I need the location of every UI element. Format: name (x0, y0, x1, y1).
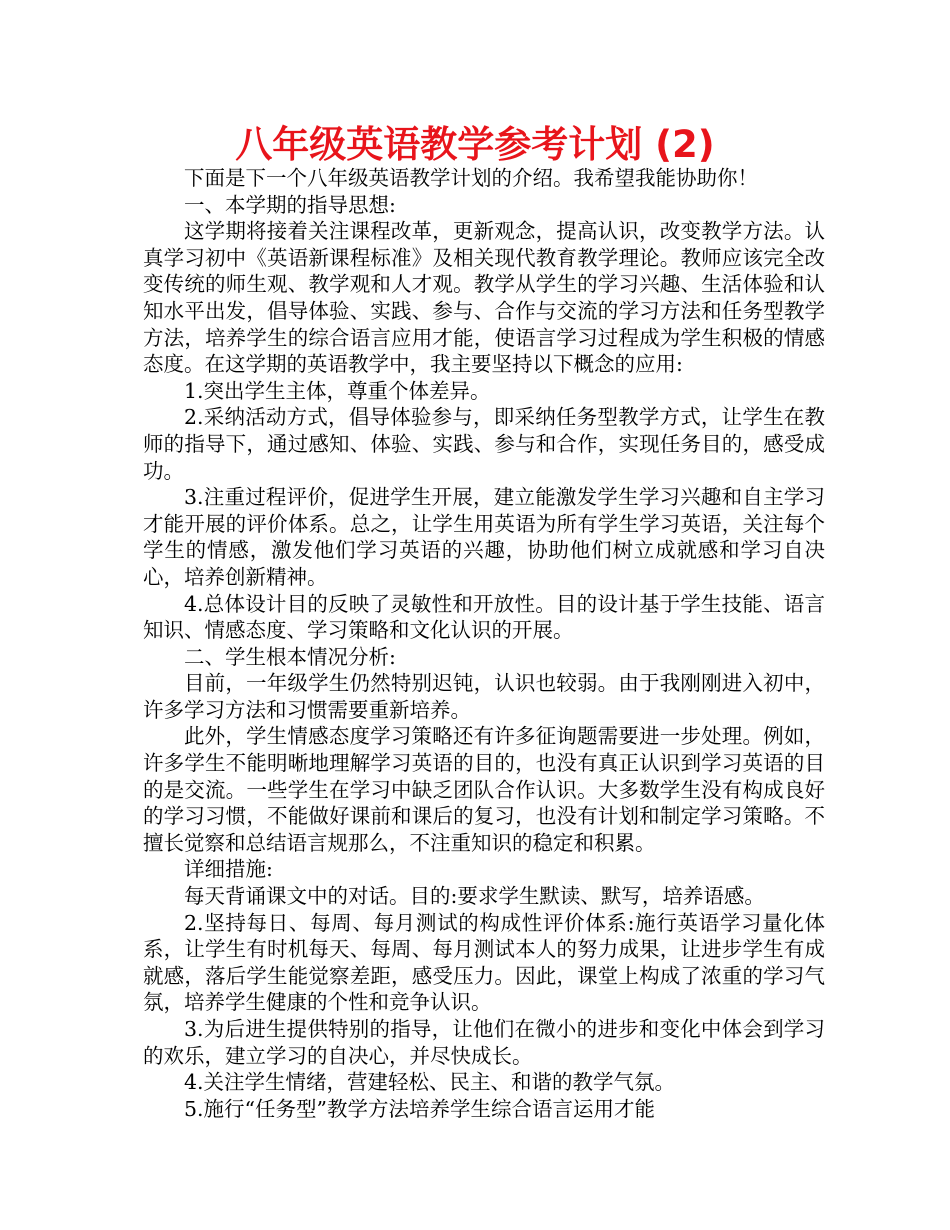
measure-item-5: 5.施行“任务型”教学方法培养学生综合语言运用才能 (184, 1096, 656, 1121)
section-heading-student-analysis: 二、学生根本情况分析: (184, 644, 396, 669)
measure-item-3: 3.为后进生提供特别的指导，让他们在微小的进步和变化中体会到学习的欢乐，建立学习的自决心，并尽快成长。 (143, 1017, 825, 1068)
measure-item-4: 4.关注学生情绪，营建轻松、民主、和谐的教学气氛。 (184, 1070, 676, 1095)
measure-item-1: 每天背诵课文中的对话。目的:要求学生默读、默写，培养语感。 (184, 884, 765, 909)
section-heading-measures: 详细措施: (184, 857, 273, 882)
measure-item-2: 2.坚持每日、每周、每月测试的构成性评价体系:施行英语学习量化体系，让学生有时机每天、每周、每月测试本人的努力成果，让进步学生有成就感，落后学生能觉察差距，感受压力。因此，课堂上构成了浓重的学习气氛，培养学生健康的个性和竞争认识。 (143, 910, 825, 1015)
list-item-3: 3.注重过程评价，促进学生开展，建立能激发学生学习兴趣和自主学习才能开展的评价体系。总之，让学生用英语为所有学生学习英语，关注每个学生的情感，激发他们学习英语的兴趣，协助他们树立成就感和学习自决心，培养创新精神。 (143, 485, 825, 589)
paragraph-guiding-ideas: 这学期将接着关注课程改革，更新观念，提高认识，改变教学方法。认真学习初中《英语新课程标准》及相关现代教育教学理论。教师应该完全改变传统的师生观、教学观和人才观。教学从学生的学习兴趣、生活体验和认知水平出发，倡导体验、实践、参与、合作与交流的学习方法和任务型教学方法，培养学生的综合语言应用才能，使语言学习过程成为学生积极的情感态度。在这学期的英语教学中，我主要坚持以下概念的应用: (143, 219, 825, 377)
section-heading-guiding-ideas: 一、本学期的指导思想: (184, 192, 396, 217)
list-item-2: 2.采纳活动方式，倡导体验参与，即采纳任务型教学方式，让学生在教师的指导下，通过感知、体验、实践、参与和合作，实现任务目的，感受成功。 (143, 405, 825, 483)
document-title: 八年级英语教学参考计划 (2) (235, 123, 715, 166)
document-body (143, 165, 825, 1122)
paragraph-intro: 下面是下一个八年级英语教学计划的介绍。我希望我能协助你！ (184, 166, 758, 190)
paragraph-student-analysis-2: 此外，学生情感态度学习策略还有许多征询题需要进一步处理。例如，许多学生不能明晰地理解学习英语的目的，也没有真正认识到学习英语的目的是交流。一些学生在学习中缺乏团队合作认识。大多数学生没有构成良好的学习习惯，不能做好课前和课后的复习，也没有计划和制定学习策略。不擅长觉察和总结语言规那么，不注重知识的稳定和积累。 (143, 724, 825, 855)
paragraph-student-analysis-1: 目前，一年级学生仍然特别迟钝，认识也较弱。由于我刚刚进入初中，许多学习方法和习惯需要重新培养。 (143, 671, 825, 722)
list-item-1: 1.突出学生主体，尊重个体差异。 (184, 378, 491, 403)
list-item-4: 4.总体设计目的反映了灵敏性和开放性。目的设计基于学生技能、语言知识、情感态度、学习策略和文化认识的开展。 (143, 591, 825, 643)
